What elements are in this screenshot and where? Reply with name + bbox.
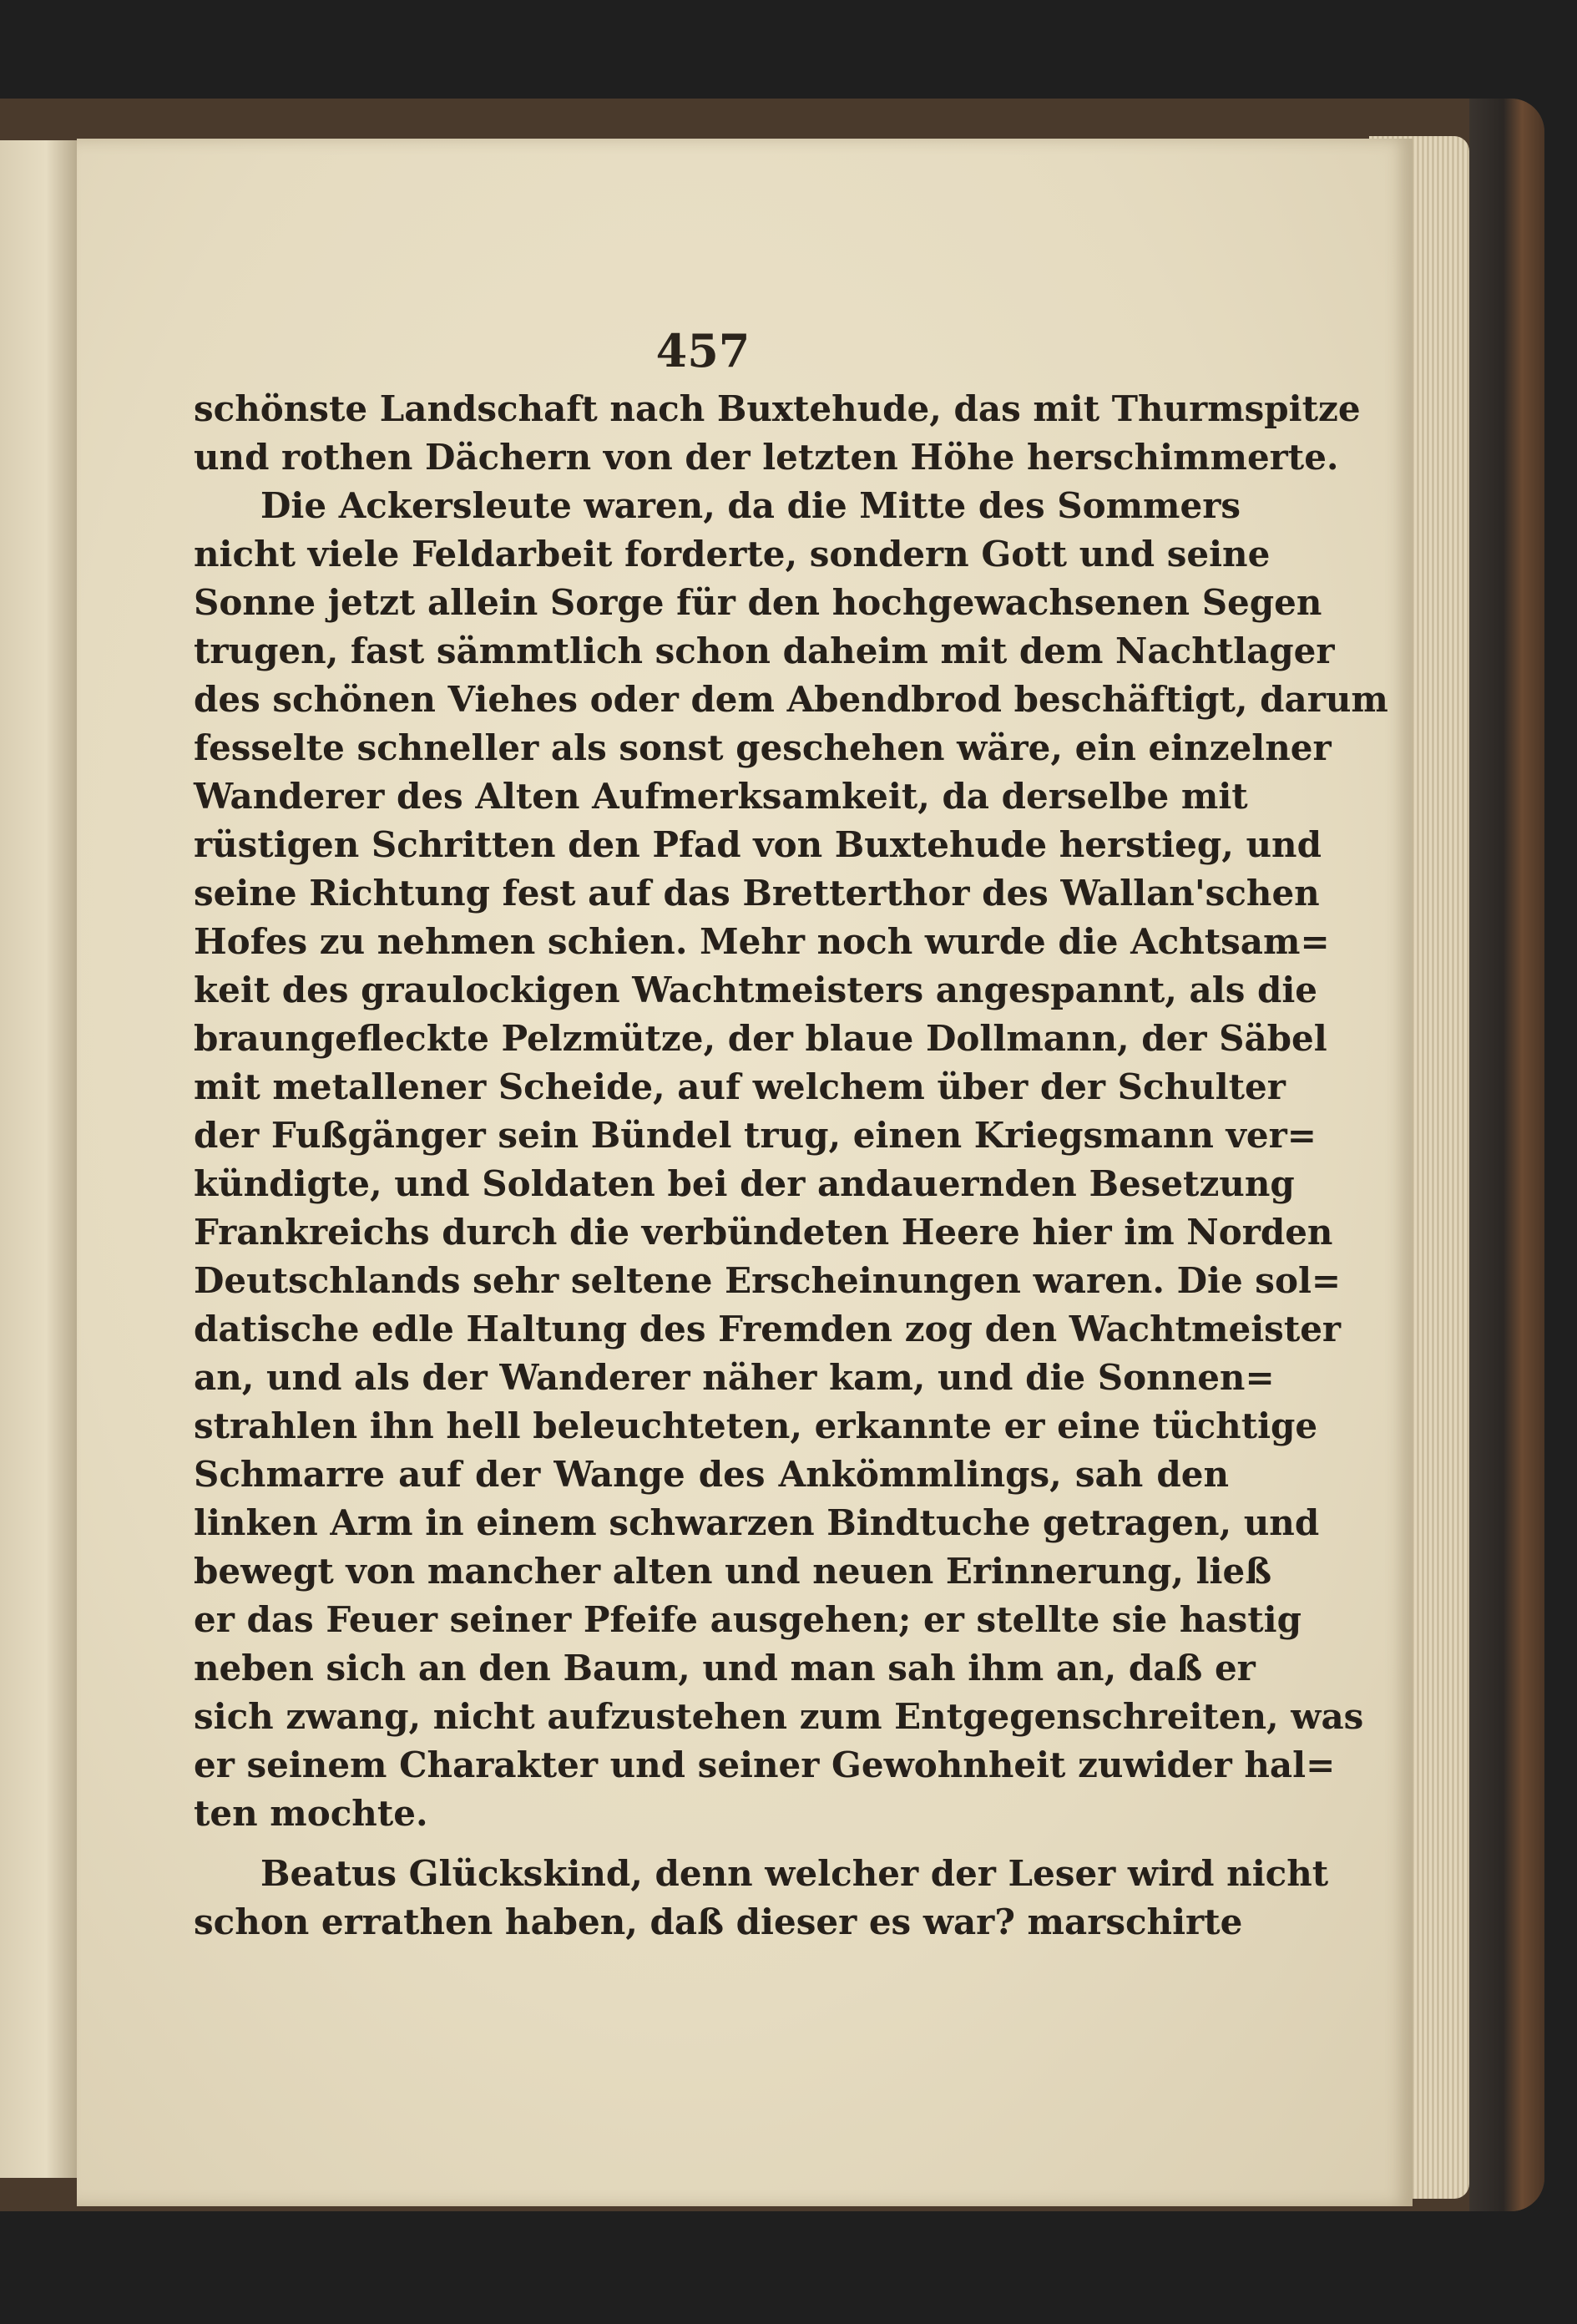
left-page-sliver (0, 140, 78, 2178)
text-line: seine Richtung fest auf das Bretterthor des Wallan'schen (194, 873, 1320, 914)
text-line: linken Arm in einem schwarzen Bindtuche getragen, und (194, 1502, 1320, 1543)
text-line: neben sich an den Baum, und man sah ihm an, daß er (194, 1648, 1256, 1689)
text-line: Sonne jetzt allein Sorge für den hochgewachsenen Segen (194, 582, 1322, 623)
text-line: Die Ackersleute waren, da die Mitte des Sommers (260, 485, 1241, 526)
text-line: mit metallener Scheide, auf welchem über der Schulter (194, 1066, 1286, 1107)
page-number: 457 (655, 324, 751, 377)
text-line: ten mochte. (194, 1793, 428, 1834)
book-cover-edge (1469, 99, 1544, 2211)
text-line: er seinem Charakter und seiner Gewohnheit zuwider hal= (194, 1744, 1336, 1785)
text-line: Wanderer des Alten Aufmerksamkeit, da derselbe mit (194, 776, 1248, 817)
text-line: Hofes zu nehmen schien. Mehr noch wurde die Achtsam= (194, 921, 1330, 962)
text-line: Frankreichs durch die verbündeten Heere hier im Norden (194, 1212, 1333, 1253)
text-line: des schönen Viehes oder dem Abendbrod beschäftigt, darum (194, 679, 1388, 720)
text-line: fesselte schneller als sonst geschehen wäre, ein einzelner (194, 727, 1332, 768)
text-line: und rothen Dächern von der letzten Höhe herschimmerte. (194, 437, 1339, 478)
text-line: Deutschlands sehr seltene Erscheinungen waren. Die sol= (194, 1260, 1342, 1301)
book (0, 99, 1544, 2211)
text-line: schon errathen haben, daß dieser es war? marschirte (194, 1901, 1243, 1942)
text-line: nicht viele Feldarbeit forderte, sondern Gott und seine (194, 534, 1271, 575)
text-line: bewegt von mancher alten und neuen Erinnerung, ließ (194, 1551, 1272, 1592)
text-line: trugen, fast sämmtlich schon daheim mit dem Nachtlager (194, 630, 1335, 671)
text-line: der Fußgänger sein Bündel trug, einen Kriegsmann ver= (194, 1115, 1317, 1156)
text-line: er das Feuer seiner Pfeife ausgehen; er stellte sie hastig (194, 1599, 1302, 1640)
text-line: rüstigen Schritten den Pfad von Buxtehude herstieg, und (194, 824, 1322, 865)
text-line: Beatus Glückskind, denn welcher der Leser wird nicht (260, 1853, 1329, 1894)
text-line: schönste Landschaft nach Buxtehude, das mit Thurmspitze (194, 388, 1361, 429)
text-line: strahlen ihn hell beleuchteten, erkannte er eine tüchtige (194, 1405, 1318, 1446)
text-line: keit des graulockigen Wachtmeisters angespannt, als die (194, 970, 1318, 1010)
page-text (194, 385, 1388, 1947)
text-line: an, und als der Wanderer näher kam, und die Sonnen= (194, 1357, 1275, 1398)
book-page (77, 139, 1413, 2206)
text-line: kündigte, und Soldaten bei der andauernden Besetzung (194, 1163, 1295, 1204)
text-line: sich zwang, nicht aufzustehen zum Entgegenschreiten, was (194, 1696, 1364, 1737)
text-line: Schmarre auf der Wange des Ankömmlings, sah den (194, 1454, 1229, 1495)
text-line: datische edle Haltung des Fremden zog den Wachtmeister (194, 1309, 1342, 1349)
text-line: braungefleckte Pelzmütze, der blaue Dollmann, der Säbel (194, 1018, 1327, 1059)
